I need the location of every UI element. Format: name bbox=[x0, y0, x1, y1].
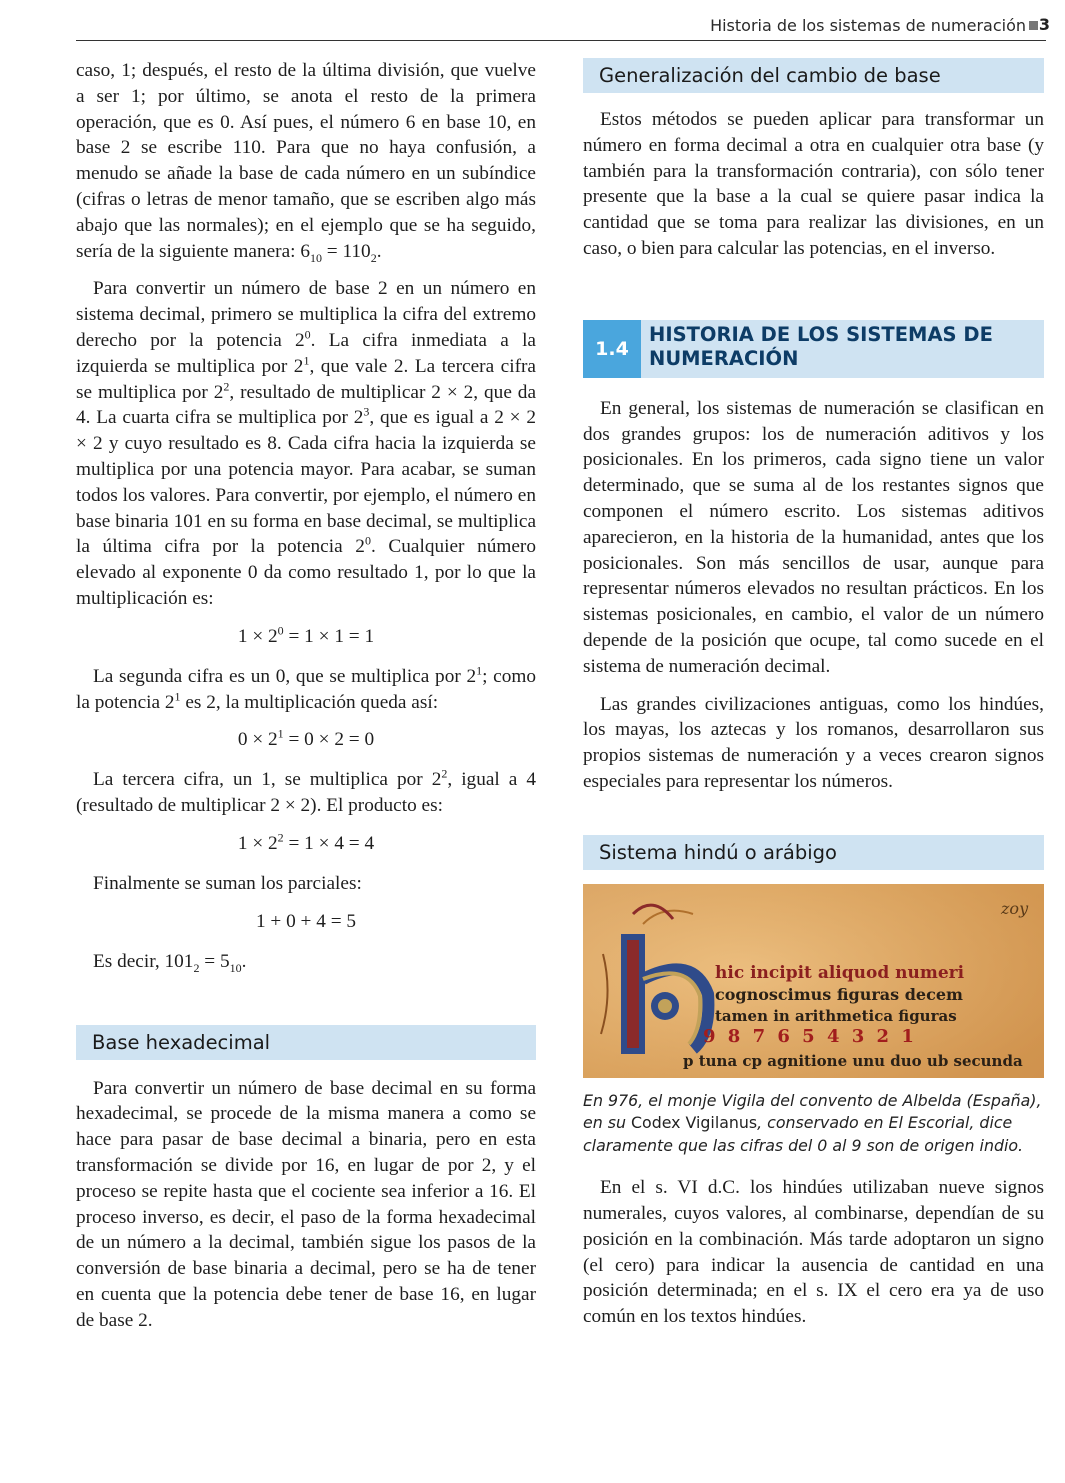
equation-text: = 1 × 4 = 4 bbox=[283, 832, 375, 854]
running-header bbox=[76, 12, 1050, 41]
equation-text: = 0 × 2 = 0 bbox=[283, 729, 375, 751]
paragraph-text: La tercera cifra, un 1, se multiplica por 2 bbox=[93, 769, 442, 791]
paragraph-hexadecimal: Para convertir un número de base decimal en su forma hexadecimal, se procede de la misma manera a como se hace para pasar de base decimal a binaria, pero en esta transformación se divide por 16, en lugar de por 2, y el proceso se repite hasta que el cociente sea inferior a 16. El proceso inverso, es decir, el paso de la forma hexadecimal de un número a la decimal, también sigue los pasos de la conversión de base binaria a decimal, pero se ha de tener en cuenta que la potencia debe tener de base 16, en lugar de base 2. bbox=[76, 1077, 536, 1331]
paragraph-text: , igual a 4 (resultado de multiplicar 2 × 2). El producto es: bbox=[76, 769, 536, 817]
paragraph-second-digit bbox=[76, 664, 536, 716]
paragraph-third-digit bbox=[76, 767, 536, 819]
paragraph-text: , que es igual a 2 × 2 × 2 y cuyo resultado es 8. Cada cifra hacia la izquierda se multiplica por una potencia mayor. Para acabar, se suman todos los valores. Para convertir, por ejemplo, el número en base binaria 101 en su forma en base decimal, se multiplica la última cifra por la potencia 2 bbox=[76, 407, 537, 558]
superscript: 1 bbox=[303, 353, 310, 368]
paragraph-text: La segunda cifra es un 0, que se multiplica por 2 bbox=[93, 665, 477, 687]
superscript: 0 bbox=[277, 623, 284, 638]
equation-second-digit bbox=[76, 727, 536, 753]
image-caption bbox=[583, 1090, 1044, 1158]
caption-text: En 976, el monje Vigila del convento de Albelda (España), en su bbox=[583, 1090, 1042, 1133]
section-heading-hexadecimal: Base hexadecimal bbox=[76, 1025, 536, 1060]
paragraph-text: Para convertir un número de base 2 en un número en sistema decimal, primero se multiplica la cifra del extremo derecho por la potencia 2 bbox=[76, 278, 536, 351]
superscript: 1 bbox=[277, 726, 284, 741]
paragraph-text: = 5 bbox=[199, 950, 230, 972]
section-heading-generalization: Generalización del cambio de base bbox=[583, 58, 1044, 93]
paragraph-result bbox=[76, 949, 536, 975]
codex-vigilanus-image bbox=[583, 884, 1044, 1078]
page-number: 3 bbox=[1038, 15, 1050, 34]
superscript: 0 bbox=[304, 327, 311, 342]
superscript: 2 bbox=[277, 830, 284, 845]
paragraph-binary-notation bbox=[76, 58, 536, 264]
number-text: 6 bbox=[300, 240, 310, 262]
header-square-marker bbox=[1029, 21, 1038, 30]
paragraph-text: , que vale 2. La tercera cifra se multiplica por 2 bbox=[76, 355, 536, 403]
manuscript-line-2: cognoscimus figuras decem bbox=[715, 984, 963, 1004]
subscript: 2 bbox=[370, 250, 377, 265]
subscript: 2 bbox=[193, 960, 200, 975]
paragraph-generalization: Estos métodos se pueden aplicar para transformar un número en forma decimal a otra en cualquier otra base (y también para la transformación contraria), con sólo tener presente que la base a la cual se quiere pasar indica la cantidad que se toma para realizar las divisiones, en un caso, o bien para calcular las potencias, en el inverso. bbox=[583, 109, 1044, 259]
paragraph-text: ; como la potencia 2 bbox=[76, 665, 537, 713]
equation-text: 1 × 2 bbox=[237, 625, 278, 647]
superscript: 2 bbox=[441, 766, 448, 781]
superscript: 1 bbox=[174, 689, 181, 704]
manuscript-numerals: 9 8 7 6 5 4 3 2 1 bbox=[703, 1025, 917, 1047]
paragraph-hindu-numerals: En el s. VI d.C. los hindúes utilizaban nueve signos numerales, cuyos valores, al combinarse, dependían de su posición en la combinación. Más tarde adoptaron un signo (el cero) para indicar la ausencia de cantidad en una posición determinada; en el s. IX el cero era ya de uso común en los textos hindúes. bbox=[583, 1177, 1044, 1328]
caption-text: , conservado en El Escorial, dice claramente que las cifras del 0 al 9 son de origen indio. bbox=[583, 1113, 1024, 1155]
paragraph-civilizations: Las grandes civilizaciones antiguas, como los hindúes, los mayas, los aztecas y los romanos, desarrollaron sus propios sistemas de numeración y a veces crearon signos especiales para representar los números. bbox=[583, 693, 1044, 792]
paragraph-text: . Cualquier número elevado al exponente 0 da como resultado 1, por lo que la multiplicación es: bbox=[76, 536, 536, 609]
number-text: 110 bbox=[342, 240, 371, 262]
subscript: 10 bbox=[229, 960, 242, 975]
equation-sum: 1 + 0 + 4 = 5 bbox=[255, 910, 357, 932]
subscript: 10 bbox=[309, 250, 322, 265]
equation-third-digit bbox=[76, 831, 536, 857]
manuscript-illustration bbox=[583, 884, 1044, 1078]
equation-text: = 1 × 1 = 1 bbox=[283, 625, 375, 647]
paragraph-sum-partials: Finalmente se suman los parciales: bbox=[93, 872, 362, 894]
paragraph-text: es 2, la multiplicación queda así: bbox=[180, 691, 439, 713]
paragraph-binary-to-decimal bbox=[76, 276, 536, 611]
superscript: 3 bbox=[363, 404, 370, 419]
paragraph-text: Es decir, 101 bbox=[93, 950, 194, 972]
codex-name: Codex Vigilanus bbox=[631, 1113, 758, 1133]
equation-text: 1 × 2 bbox=[237, 832, 278, 854]
superscript: 0 bbox=[364, 533, 371, 548]
paragraph-text: , resultado de multiplicar 2 × 2, que da 4. La cuarta cifra se multiplica por 2 bbox=[76, 381, 536, 429]
superscript: 2 bbox=[223, 379, 230, 394]
manuscript-line-3: tamen in arithmetica figuras bbox=[715, 1006, 957, 1025]
period-text: . bbox=[241, 950, 247, 972]
right-column bbox=[583, 58, 1044, 1342]
chapter-title: HISTORIA DE LOS SISTEMAS DE NUMERACIÓN bbox=[641, 320, 1044, 378]
equals-text: = bbox=[321, 240, 343, 262]
paragraph-text: caso, 1; después, el resto de la última división, que vuelve a ser 1; por último, se anota el resto de la primera operación, que es 0. Así pues, el número 6 en base 10, en base 2 se escribe 110. Para que no haya confusión, a menudo se añade la base de cada número en un subíndice (cifras o letras de menor tamaño, que se escriben algo más abajo que las normales); en el ejemplo que se ha seguido, sería de la siguiente manera: bbox=[76, 60, 536, 262]
paragraph-text: . La cifra inmediata a la izquierda se multiplica por 2 bbox=[76, 329, 536, 377]
manuscript-line-5: p tuna cp agnitione unu duo ub secunda bbox=[683, 1051, 1023, 1070]
section-heading-hindu-arabic: Sistema hindú o arábigo bbox=[583, 835, 1044, 870]
superscript: 1 bbox=[476, 663, 483, 678]
manuscript-corner-annotation: zoy bbox=[1001, 898, 1029, 918]
equation-text: 0 × 2 bbox=[237, 729, 278, 751]
manuscript-line-1: hic incipit aliquod numeri bbox=[715, 962, 965, 983]
chapter-heading bbox=[583, 320, 1044, 378]
chapter-number: 1.4 bbox=[583, 320, 641, 378]
paragraph-classification: En general, los sistemas de numeración se clasifican en dos grandes grupos: los de numeración aditivos y los posicionales. En los primeros, cada signo tiene un valor determinado, que se suma al de los restantes signos que componen el número escrito. Los sistemas aditivos aparecieron, en la historia de la humanidad, antes que los posicionales. Son más sencillos de usar, aunque para representar números elevados no resultan prácticos. En los sistemas posicionales, en cambio, el valor de un número depende de la posición que ocupe, tal como sucede en el sistema de numeración decimal. bbox=[583, 397, 1044, 677]
running-header-title: Historia de los sistemas de numeración bbox=[710, 16, 1026, 35]
equation-first-digit bbox=[76, 624, 536, 650]
left-column bbox=[76, 58, 536, 1345]
period-text: . bbox=[376, 240, 382, 262]
